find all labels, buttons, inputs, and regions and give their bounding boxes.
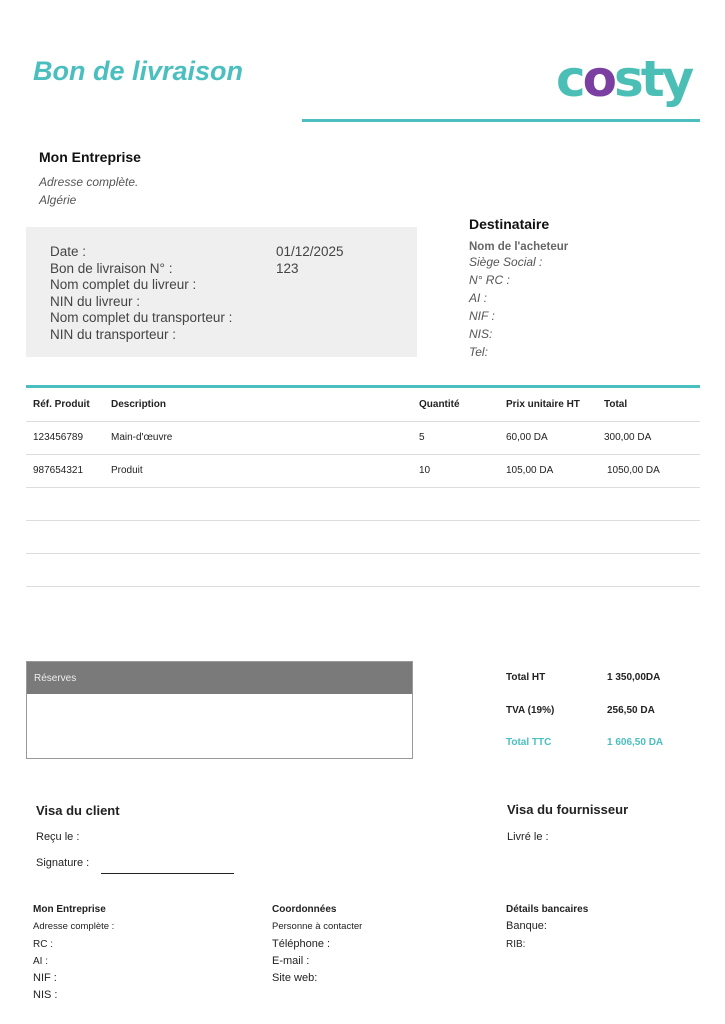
info-label: NIN du livreur : [50, 293, 141, 309]
col-total: Total [597, 389, 700, 421]
table-top-border [26, 385, 700, 388]
footer-line: AI : [33, 955, 49, 967]
recipient-field: NIF : [469, 309, 495, 323]
header-divider [302, 119, 700, 122]
col-unit-price: Prix unitaire HT [499, 389, 597, 421]
footer-line: RC : [33, 938, 53, 950]
cell: 300,00 DA [597, 421, 700, 454]
products-table [26, 389, 700, 587]
info-label: Nom complet du livreur : [50, 277, 197, 292]
received-on-label: Reçu le : [36, 831, 80, 843]
recipient-field: AI : [469, 291, 488, 305]
reserves-label: Réserves [27, 662, 412, 694]
sender-address: Adresse complète. [39, 175, 139, 189]
date-value: 01/12/2025 [276, 244, 344, 259]
footer-line: Banque: [506, 920, 547, 933]
table-row-empty [26, 487, 700, 520]
footer-title: Coordonnées [272, 904, 337, 915]
costy-logo: costy [556, 50, 692, 108]
signature-label: Signature : [36, 857, 90, 869]
footer-line: NIS : [33, 989, 58, 1002]
col-description: Description [104, 389, 412, 421]
recipient-field: NIS: [469, 327, 493, 341]
delivered-on-label: Livré le : [507, 831, 549, 843]
recipient-title: Destinataire [469, 216, 550, 232]
footer-bank [506, 901, 588, 953]
cell: Produit [104, 454, 412, 487]
document-title: Bon de livraison [33, 56, 244, 86]
footer-contact [272, 901, 362, 987]
cell: 1050,00 DA [597, 454, 700, 487]
sender-country: Algérie [39, 193, 77, 207]
cell: 123456789 [26, 421, 104, 454]
total-ht-value: 1 350,00DA [607, 672, 661, 683]
recipient-field: Siège Social : [469, 255, 543, 269]
footer-line: E-mail : [272, 954, 310, 967]
footer-company [33, 901, 114, 1005]
table-row [26, 454, 700, 487]
table-row-empty [26, 553, 700, 586]
info-label: NIN du transporteur : [50, 326, 177, 342]
cell: 60,00 DA [499, 421, 597, 454]
supplier-visa-title: Visa du fournisseur [507, 802, 629, 817]
cell: Main-d'œuvre [104, 421, 412, 454]
delivery-info-box [26, 227, 417, 357]
sender-name: Mon Entreprise [39, 149, 141, 165]
client-visa-title: Visa du client [36, 803, 120, 818]
table-row-empty [26, 520, 700, 553]
footer-title: Mon Entreprise [33, 904, 106, 915]
info-label: Nom complet du transporteur : [50, 310, 233, 325]
tva-value: 256,50 DA [607, 705, 655, 716]
info-label: Date : [50, 244, 87, 259]
footer-line: NIF : [33, 972, 57, 985]
footer-line: Site web: [272, 972, 318, 985]
col-quantity: Quantité [412, 389, 499, 421]
signature-line [101, 873, 234, 874]
footer-line: Adresse complète : [33, 921, 115, 933]
reserves-box [26, 661, 413, 759]
footer-line: Personne à contacter [272, 921, 363, 933]
col-ref: Réf. Produit [26, 389, 104, 421]
info-label: Bon de livraison N° : [50, 260, 173, 276]
footer-line: Téléphone : [272, 937, 331, 950]
recipient-field: Tel: [469, 345, 488, 359]
cell: 105,00 DA [499, 454, 597, 487]
buyer-name: Nom de l'acheteur [469, 241, 569, 253]
total-ht-label: Total HT [506, 672, 546, 683]
cell: 5 [412, 421, 499, 454]
cell: 10 [412, 454, 499, 487]
tva-label: TVA (19%) [506, 705, 555, 716]
total-ttc-value: 1 606,50 DA [607, 737, 664, 748]
table-row [26, 421, 700, 454]
recipient-field: N° RC : [469, 273, 510, 287]
cell: 987654321 [26, 454, 104, 487]
footer-line: RIB: [506, 938, 526, 950]
footer-title: Détails bancaires [506, 904, 589, 915]
total-ttc-label: Total TTC [506, 737, 552, 748]
delivery-number-value: 123 [276, 260, 299, 276]
table-header [26, 389, 700, 421]
recipient-block [469, 216, 568, 361]
